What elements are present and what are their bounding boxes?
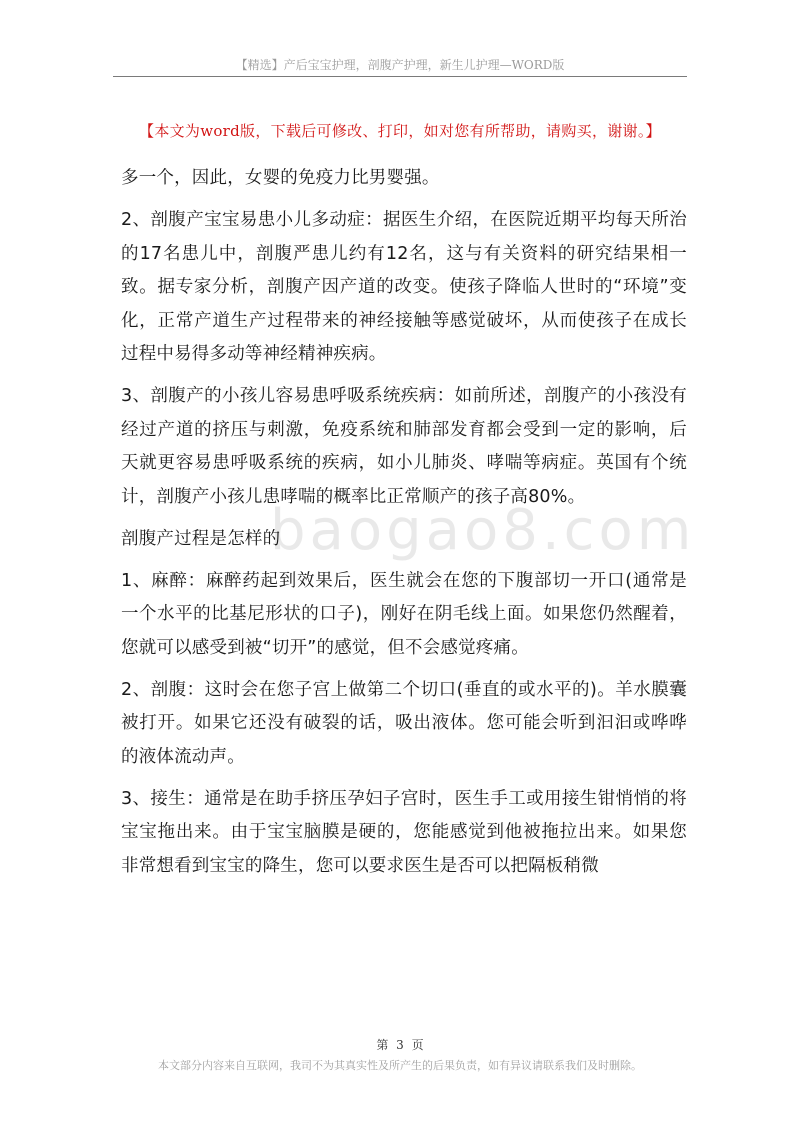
paragraph-continuation: 多一个，因此，女婴的免疫力比男婴强。 <box>121 168 440 188</box>
paragraph-delivery: 3、接生：通常是在助手挤压孕妇子宫时，医生手工或用接生钳悄悄的将宝宝拖出来。由于宝宝脑膜是硬的，您能感觉到他被拖拉出来。如果您非常想看到宝宝的降生，您可以要求医生是否可以把隔板稍微 <box>121 788 687 876</box>
paragraph-anesthesia: 1、麻醉：麻醉药起到效果后，医生就会在您的下腹部切一开口(通常是一个水平的比基尼形状的口子)，刚好在阴毛线上面。如果您仍然醒着，您就可以感受到被“切开”的感觉，但不会感觉疼痛。 <box>121 570 687 658</box>
header-rule <box>113 76 687 77</box>
paragraph-respiratory-risk: 3、剖腹产的小孩儿容易患呼吸系统疾病：如前所述，剖腹产的小孩没有经过产道的挤压与刺激，免疫系统和肺部发育都会受到一定的影响，后天就更容易患呼吸系统的疾病，如小儿肺炎、哮喘等病症。英国有个统计，剖腹产小孩儿患哮喘的概率比正常顺产的孩子高80%。 <box>121 386 687 507</box>
edit-notice: 【本文为word版，下载后可修改、打印，如对您有所帮助，请购买，谢谢。】 <box>139 122 661 140</box>
section-heading: 剖腹产过程是怎样的 <box>121 528 281 549</box>
paragraph-adhd-risk: 2、剖腹产宝宝易患小儿多动症：据医生介绍，在医院近期平均每天所治的17名患儿中，剖腹严患儿约有12名，这与有关资料的研究结果相一致。据专家分析，剖腹产因产道的改变。使孩子降临人世时的“环境”变化，正常产道生产过程带来的神经接触等感觉破坏，从而使孩子在成长过程中易得多动等神经精神疾病。 <box>121 210 687 364</box>
body-text <box>121 162 687 892</box>
paragraph-incision: 2、剖腹：这时会在您子宫上做第二个切口(垂直的或水平的)。羊水膜囊被打开。如果它还没有破裂的话，吸出液体。您可能会听到汩汩或哗哗的液体流动声。 <box>121 679 687 767</box>
page-number: 第 3 页 <box>376 1038 424 1052</box>
footer-disclaimer: 本文部分内容来自互联网，我司不为其真实性及所产生的后果负责，如有异议请联系我们及时删除。 <box>158 1059 642 1072</box>
running-header: 【精选】产后宝宝护理，剖腹产护理，新生儿护理—WORD版 <box>235 58 565 72</box>
watermark: baogao8.com <box>270 498 696 563</box>
